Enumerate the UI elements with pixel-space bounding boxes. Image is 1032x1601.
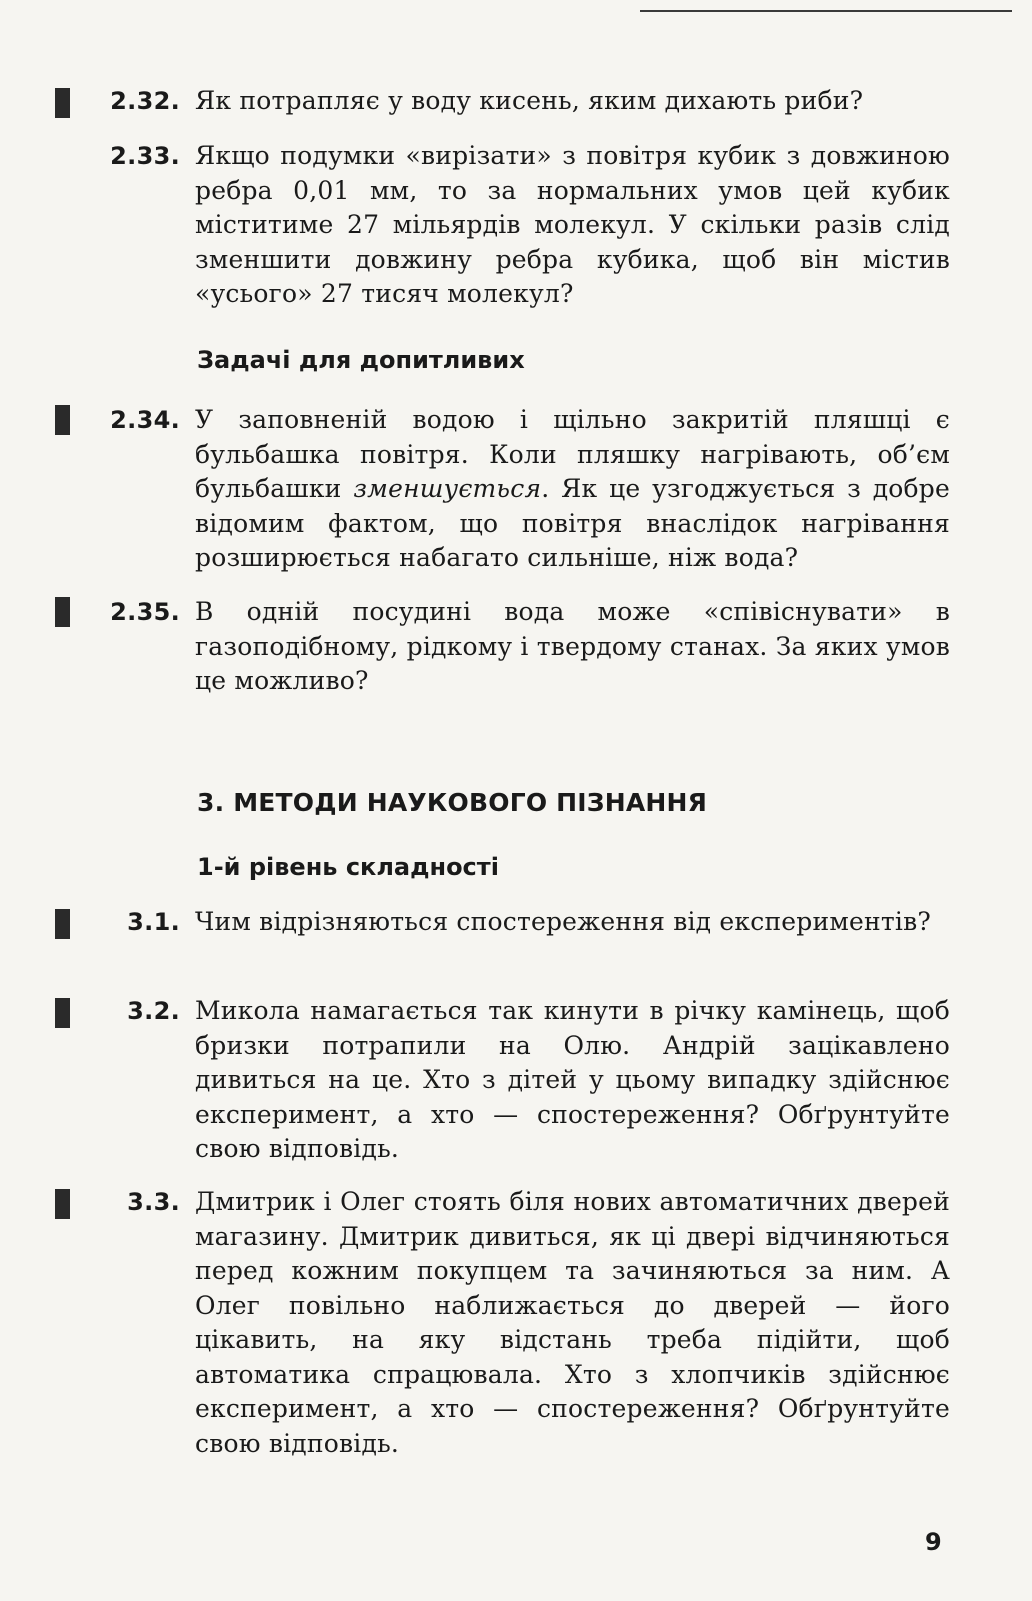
problem-number: 3.2. [127,997,180,1025]
problem-text: Микола намагається так кинути в річку камінець, щоб бризки потрапили на Олю. Андрій зацікавлено дивиться на це. Хто з дітей у цьому випадку здійснює експеримент, а хто — спостереження? Обґрунтуйте свою відповідь. [195,996,950,1163]
problem-text: Як потрапляє у воду кисень, яким дихають риби? [195,86,864,115]
problem-text: Чим відрізняються спостереження від експериментів? [195,907,931,936]
problem-text-part: . Як це узгоджується з добре відомим фактом, що повітря внаслідок нагрівання розширюється набагато сильніше, ніж вода? [195,474,950,572]
page-number: 9 [925,1528,942,1556]
emphasized-word: зменшується [353,474,542,503]
problem-number: 2.33. [110,142,180,170]
problem-number: 3.1. [127,908,180,936]
problem-text: Дмитрик і Олег стоять біля нових автоматичних дверей магазину. Дмитрик дивиться, як ці двері відчиняються перед кожним покупцем та зачиняються за ним. А Олег повільно наближається до дверей — його цікавить, на яку відстань треба підійти, щоб автоматика спрацювала. Хто з хлопчиків здійснює експеримент, а хто — спостереження? Обґрунтуйте свою відповідь. [195,1187,950,1458]
subheading-curious: Задачі для допитливих [197,346,525,374]
problem-text: В одній посудині вода може «співіснувати» в газоподібному, рідкому і твердому станах. За яких умов це можливо? [195,597,950,695]
top-rule [640,10,1012,12]
problem-number: 2.34. [110,406,180,434]
level-title: 1-й рівень складності [197,853,499,881]
problem-number: 3.3. [127,1188,180,1216]
problem-number: 2.35. [110,598,180,626]
problem-number: 2.32. [110,87,180,115]
section-title: 3. МЕТОДИ НАУКОВОГО ПІЗНАННЯ [197,788,708,817]
problem-text-part: У заповненій водою і щільно закритій пляшці є бульбашка повітря. Коли пляшку нагрівають, об’єм бульбашки [195,405,950,503]
problem-text: Якщо подумки «вирізати» з повітря кубик з довжиною ребра 0,01 мм, то за нормальних умов цей кубик міститиме 27 мільярдів молекул. У скільки разів слід зменшити довжину ребра кубика, щоб він містив «усього» 27 тисяч молекул? [195,141,950,308]
problem-text [195,403,950,576]
